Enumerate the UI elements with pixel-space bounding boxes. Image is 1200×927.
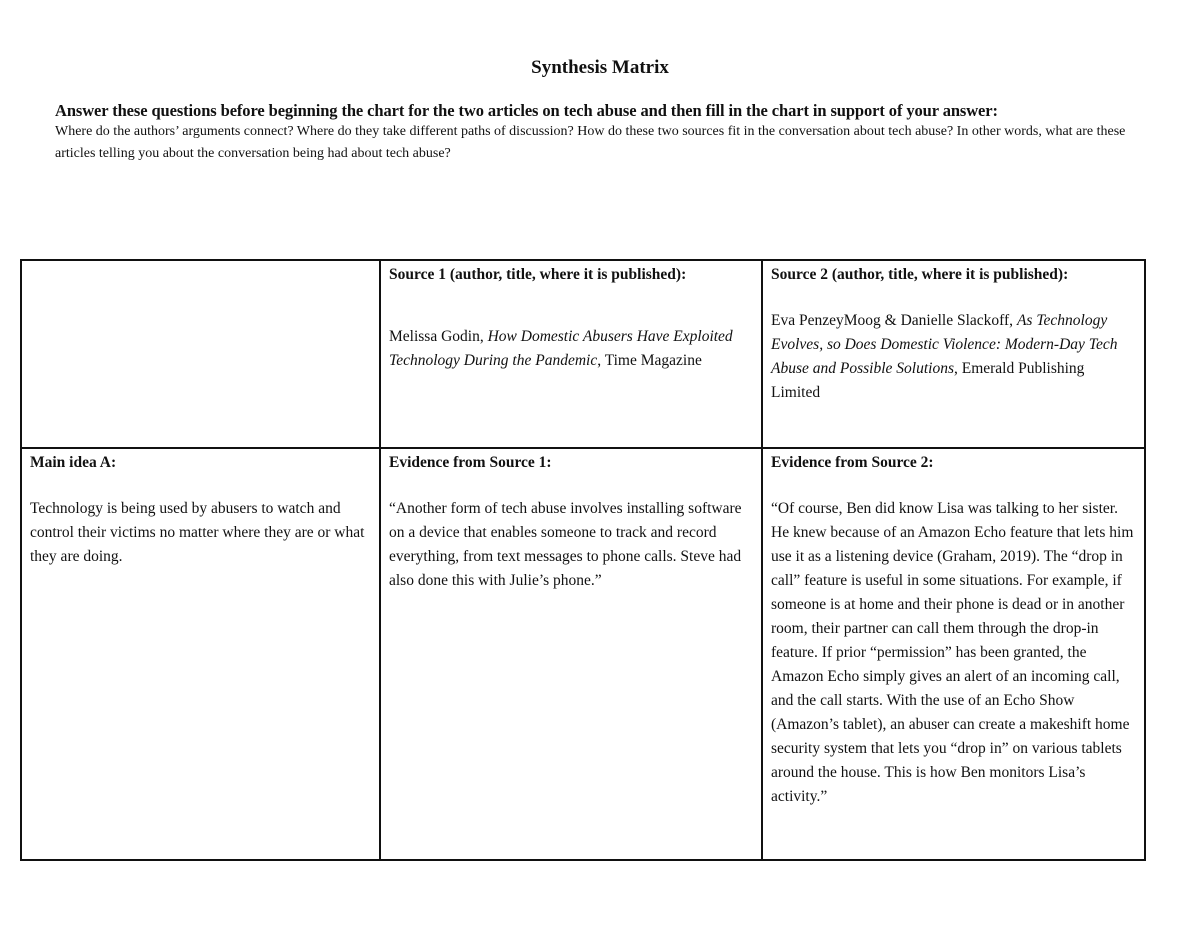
source1-cell	[380, 260, 762, 448]
page-title: Synthesis Matrix	[531, 57, 669, 78]
evidence2-cell	[762, 448, 1145, 860]
source2-publisher: , Emerald Publishing Limited	[771, 360, 1085, 401]
source2-citation	[771, 309, 1136, 405]
source1-publisher: , Time Magazine	[597, 352, 702, 369]
instructions-questions: Where do the authors’ arguments connect? Where do they take different paths of discussion? How do these two sources fit in the conversation about tech abuse? In other words, what are these articles telling you about the conversation being had about tech abuse?	[55, 124, 1126, 161]
source2-author: Eva PenzeyMoog & Danielle Slackoff,	[771, 312, 1017, 329]
instructions-prompt: Answer these questions before beginning the chart for the two articles on tech abuse and then fill in the chart in support of your answer:	[55, 101, 998, 120]
source1-author: Melissa Godin,	[389, 328, 488, 345]
table-row-main-idea-a	[21, 448, 1145, 860]
evidence2-header: Evidence from Source 2:	[771, 454, 934, 471]
evidence1-cell	[380, 448, 762, 860]
evidence2-text: “Of course, Ben did know Lisa was talking to her sister. He knew because of an Amazon Echo feature that lets him use it as a listening device (Graham, 2019). The “drop in call” feature is useful in some situations. For example, if someone is at home and their phone is dead or in another room, their partner can call them through the drop-in feature. If prior “permission” has been granted, the Amazon Echo simply gives an alert of an incoming call, and the call starts. With the use of an Echo Show (Amazon’s tablet), an abuser can create a makeshift home security system that lets you “drop in” on various tablets around the house. This is how Ben monitors Lisa’s activity.”	[771, 500, 1134, 805]
main-idea-cell	[21, 448, 380, 860]
empty-corner-cell	[21, 260, 380, 448]
evidence1-header: Evidence from Source 1:	[389, 454, 552, 471]
source1-title: How Domestic Abusers Have Exploited Technology During the Pandemic	[389, 328, 733, 369]
table-row-sources	[21, 260, 1145, 448]
instructions	[55, 101, 1155, 165]
main-idea-header: Main idea A:	[30, 454, 117, 471]
source1-header: Source 1 (author, title, where it is published):	[389, 266, 687, 283]
source1-citation	[389, 325, 753, 373]
evidence1-text: “Another form of tech abuse involves installing software on a device that enables someone to track and record everything, from text messages to phone calls. Steve had also done this with Julie’s phone.”	[389, 500, 742, 589]
source2-cell	[762, 260, 1145, 448]
source2-title: As Technology Evolves, so Does Domestic Violence: Modern-Day Tech Abuse and Possible Solutions	[771, 312, 1118, 377]
main-idea-text: Technology is being used by abusers to watch and control their victims no matter where they are or what they are doing.	[30, 500, 365, 565]
synthesis-matrix-table	[20, 259, 1146, 861]
source2-header: Source 2 (author, title, where it is published):	[771, 266, 1069, 283]
